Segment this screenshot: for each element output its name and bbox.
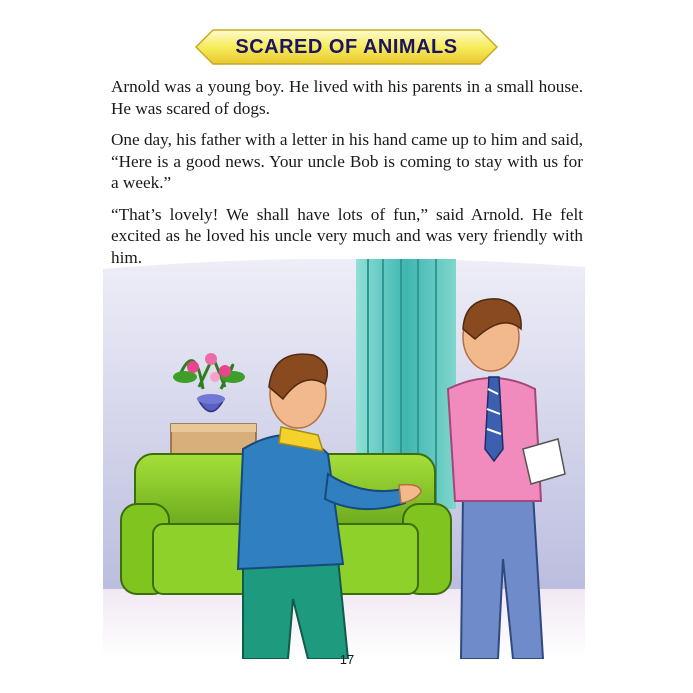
paragraph-2: One day, his father with a letter in his hand came up to him and said, “Here is a good news. Your uncle Bob is coming to stay with us for a week.”: [111, 130, 583, 192]
story-text: [111, 76, 583, 278]
story-illustration: [103, 259, 585, 659]
paragraph-3: “That’s lovely! We shall have lots of fun,” said Arnold. He felt excited as he loved his uncle very much and was very friendly with him.: [111, 204, 583, 267]
page-number: 17: [339, 652, 355, 667]
title-banner: [195, 27, 498, 67]
page-title: SCARED OF ANIMALS: [235, 35, 458, 58]
paragraph-1: Arnold was a young boy. He lived with his parents in a small house. He was scared of dogs.: [111, 77, 583, 118]
